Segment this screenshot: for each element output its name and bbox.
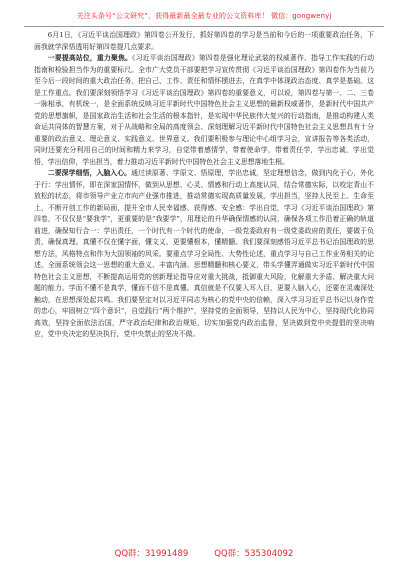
paragraph-intro-text: 6月1日，《习近平谈治国理政》第四卷公开发行，抓好第四卷的学习是当前和今后的一项重要政治任务，下面我就学深悟透用好第四卷提几点要求。 (34, 31, 374, 51)
section-1-heading: 一要提高站位，重力聚焦。 (47, 54, 132, 62)
footer-qq-group-1: QQ群：31991489 (114, 549, 189, 559)
header-divider (24, 26, 384, 27)
footer-qq-group-2: QQ群：535304092 (214, 549, 294, 559)
paragraph-section-1 (34, 53, 374, 168)
section-2-heading: 二要深学细悟，入脑入心。 (47, 169, 132, 177)
header-banner: 关注头条号“公文研究”，获得最新最全最专业的公文资料库！ 微信：gongwenyj (76, 12, 332, 20)
footer-contact (0, 549, 408, 560)
section-1-text: 《习近平谈治国理政》第四卷是强化理论武装的权威著作、指导工作实践的行动指南和检验担当作为的重要标尺。全市广大党员干部要把学习宣传贯彻《习近平谈治国理政》第四卷作为当前乃至今后一段时间的重大政治任务，把自己、工作、责任和情怀摆进去，在真学中体现政治态度、真学是基础。这是工作重点。我们要深刻领悟学习《习近平谈治国理政》第四卷的重要意义，可以说，第四卷与第一、二、三卷一脉相承，有机统一，是全面系统反映习近平新时代中国特色社会主义思想的最新权威著作，是新时代中国共产党的思想旗帜，是国家政治生活和社会生活的根本指针，是实现中华民族伟大复兴的行动指南，是推动构建人类命运共同体的智慧方案，对于从战略和全局的高度领会、深刻理解习近平新时代中国特色社会主义思想具有十分重要的政治意义、理论意义、实践意义、世界意义。我们要积极参与理论中心组学习会，宣讲报告等各类活动，同时还要充分利用自己的时间和精力来学习，自觉带着感情学，带着使命学，带着责任学，学出忠诚，学出觉悟，学出信仰，学出担当，着力推动习近平新时代中国特色社会主义思想落地生根。 (34, 54, 374, 166)
section-2-text: 通过读原著、学原文、悟原理，学出忠诚，坚定理想信念，做到内化于心，外化于行：学出情怀，即在深家国情怀，做到从思想、心灵、情感和行动上高度认同，结合常德实际，以咬定青山不放松的状态，将市领导产业立市向产业强市推进，推动常德实现高质量发展，学出担当，坚持人民至上、生命至上，不断开创工作的新局面，提升全市人民幸福感、获得感、安全感：学出自觉，学习《习近平谈治国理政》第四卷，不仅仅是“要我学”，更重要的是“我要学”，用理论的升华确保情感的认同，确保各项工作沿着正确的轨道前进，确保知行合一：学出责任，一个时代有一个时代的使命，一级党委政府有一级党委政府的责任，要做于负责，确保真理。真懂不仅在懂字面，懂文义，更要懂根本，懂精髓。我们要深刻感悟习近平总书记治国理政的思想方法，风格特点和作为大国领袖的风采。要重点学习全局性、大势性论述，重点学习与自己工作业务相关的论述，全面系统领会这一思想的重大意义、丰富内涵、思想精髓和核心要义，带头学懂弄通做实习近平新时代中国特色社会主义思想，不断提高运用党的创新理论指导应对重大挑战，抵御重大风险，化解重大矛盾、解决重大问题的能力。学而不懂不是真学，懂而不信不是真懂。真信就是不仅要入耳入目，更要入脑入心，还要在灵魂深处触动，在思想深处起共鸣。我们要坚定对以习近平同志为核心的党中央的信赖，深入学习习近平总书记以身作党的忠心，牢固树立“四个意识”，自觉践行“两个维护”，坚持党的全面领导，坚持以人民为中心，坚持现代化协同高效，坚持全面依法治国，严守政治纪律和政治规矩，切实加强党内政治监督，坚决做到党中央提倡的坚决响应，党中央决定的坚决执行，党中央禁止的坚决不做。 (34, 169, 374, 338)
document-body (34, 30, 374, 530)
paragraph-section-2 (34, 168, 374, 341)
paragraph-intro (34, 30, 374, 53)
